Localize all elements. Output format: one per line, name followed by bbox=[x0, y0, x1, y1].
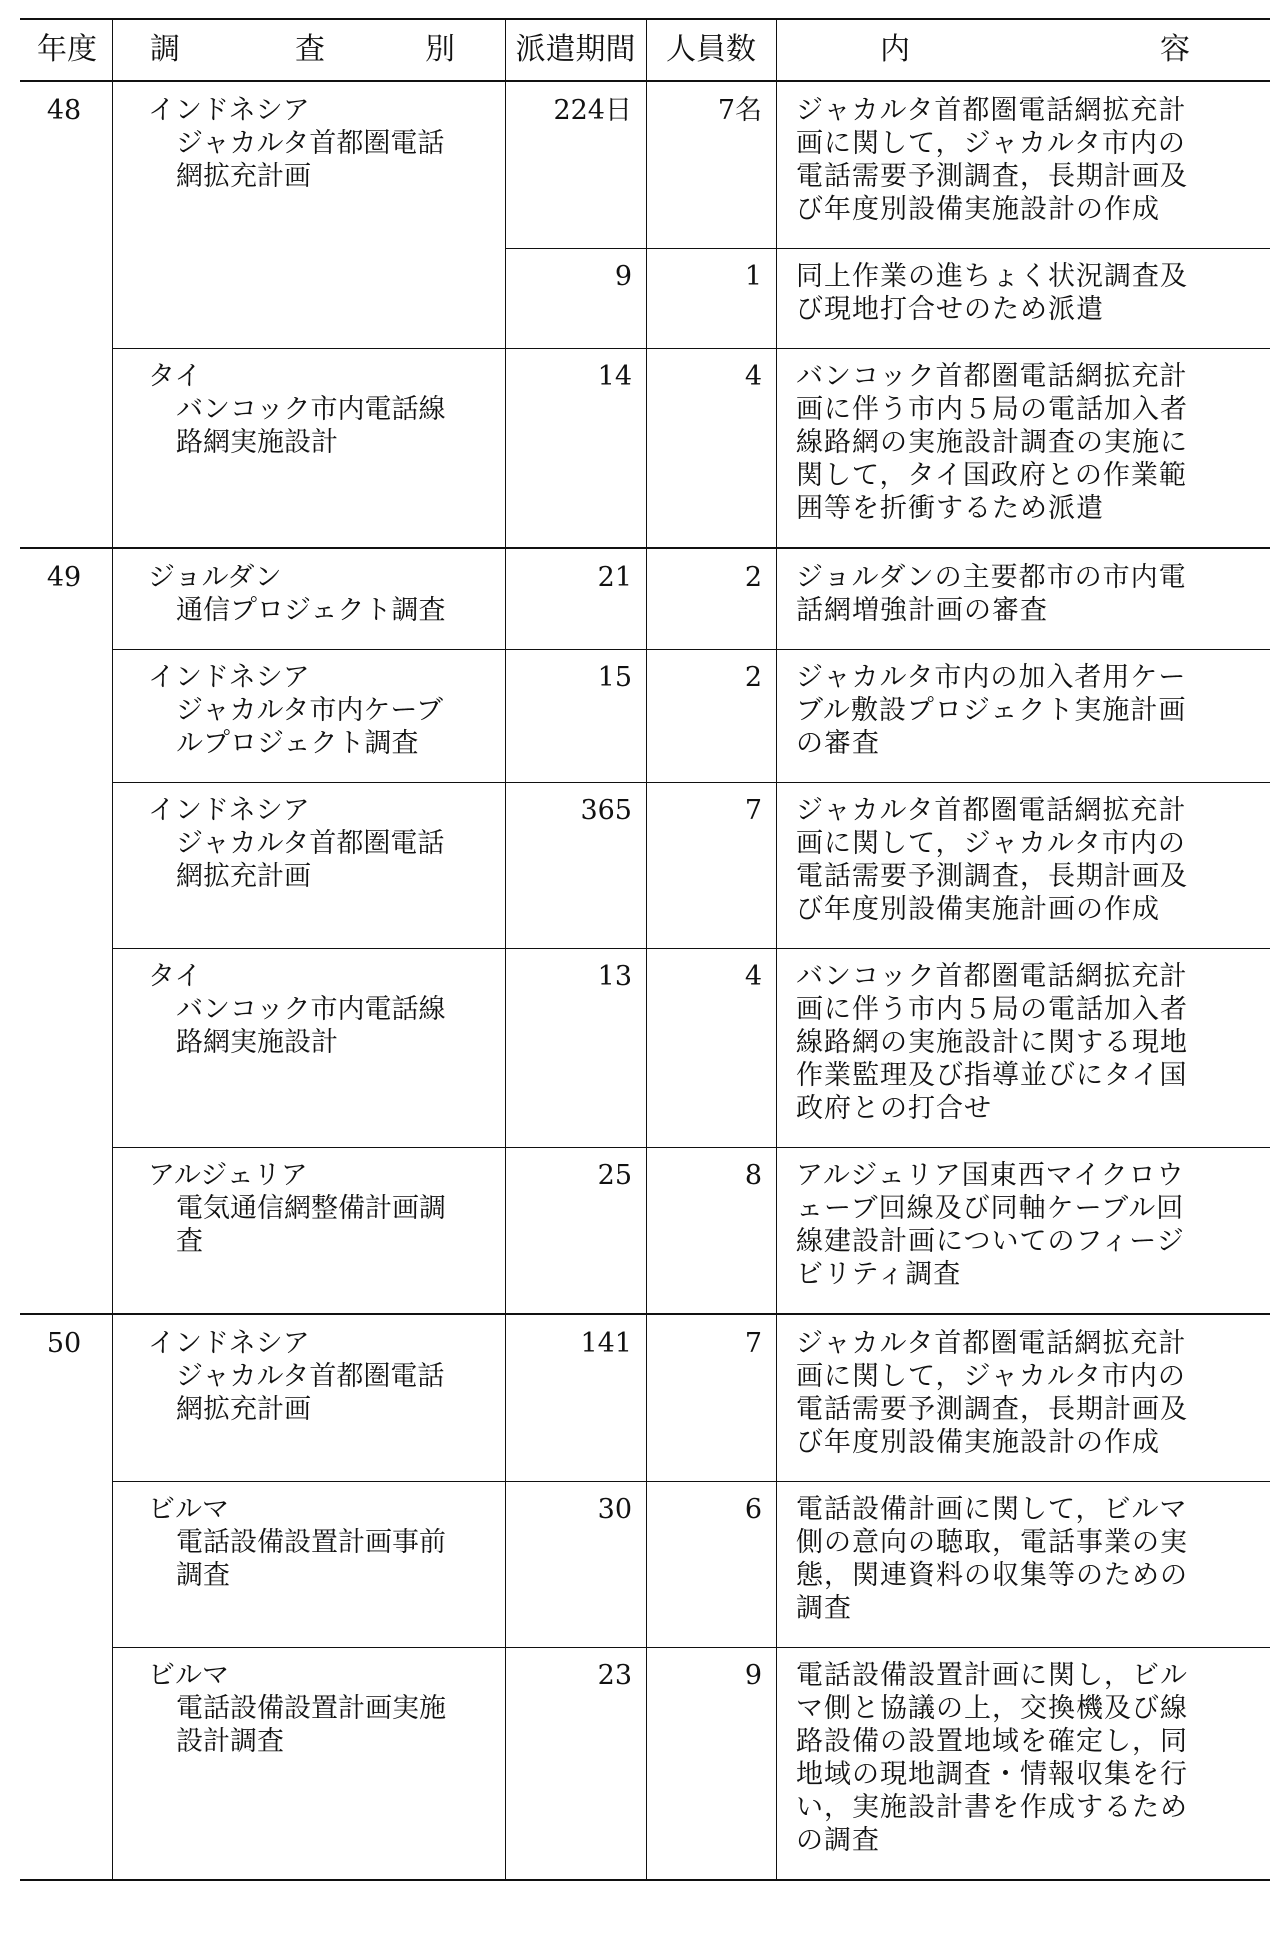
dispatch-table bbox=[20, 18, 1270, 1942]
person-count: 6 bbox=[744, 1494, 762, 1525]
survey-country: ビルマ bbox=[148, 1494, 229, 1525]
entry-divider bbox=[505, 248, 1270, 249]
survey-project-line: 電気通信網整備計画調 bbox=[176, 1193, 446, 1224]
person-count: 7 bbox=[744, 1328, 762, 1359]
survey-country: タイ bbox=[148, 361, 202, 392]
dispatch-period: 224日 bbox=[553, 95, 632, 126]
content-line: バンコック首都圏電話網拡充計 bbox=[796, 361, 1188, 392]
content-line: 囲等を折衝するため派遣 bbox=[796, 493, 1104, 524]
survey-divider bbox=[112, 948, 1270, 949]
content-line: ジャカルタ市内の加入者用ケー bbox=[796, 662, 1187, 693]
table-top-rule bbox=[20, 18, 1270, 20]
person-count: 2 bbox=[744, 662, 762, 693]
content-line: ジャカルタ首都圏電話網拡充計 bbox=[796, 1328, 1187, 1359]
content-line: び年度別設備実施計画の作成 bbox=[796, 894, 1160, 925]
header-bottom-rule bbox=[20, 80, 1270, 82]
dispatch-period: 13 bbox=[597, 961, 632, 992]
content-line: アルジェリア国東西マイクロウ bbox=[796, 1160, 1185, 1191]
dispatch-period: 141 bbox=[580, 1328, 632, 1359]
content-line: ビリティ調査 bbox=[796, 1259, 962, 1290]
survey-project-line: 路網実施設計 bbox=[176, 1027, 338, 1058]
column-rule bbox=[776, 18, 777, 1879]
header-survey: 査 bbox=[295, 32, 325, 67]
header-content: 内 bbox=[880, 32, 910, 67]
dispatch-period: 23 bbox=[597, 1660, 632, 1691]
content-line: 態，関連資料の収集等のための bbox=[796, 1560, 1188, 1591]
content-line: び年度別設備実施設計の作成 bbox=[796, 1427, 1160, 1458]
header-survey: 別 bbox=[425, 32, 455, 67]
survey-country: インドネシア bbox=[148, 662, 310, 693]
survey-country: インドネシア bbox=[148, 795, 310, 826]
survey-project-line: 調査 bbox=[176, 1560, 230, 1591]
content-line: 電話設備計画に関して，ビルマ bbox=[796, 1494, 1188, 1525]
dispatch-period: 365 bbox=[580, 795, 632, 826]
dispatch-period: 21 bbox=[597, 562, 632, 593]
dispatch-period: 30 bbox=[597, 1494, 632, 1525]
survey-divider bbox=[112, 782, 1270, 783]
content-line: 線建設計画についてのフィージ bbox=[796, 1226, 1185, 1257]
content-line: の調査 bbox=[796, 1825, 880, 1856]
content-line: 線路網の実施設計調査の実施に bbox=[796, 427, 1188, 458]
column-rule bbox=[112, 18, 113, 1879]
content-line: ブル敷設プロジェクト実施計画 bbox=[796, 695, 1187, 726]
person-count: 7名 bbox=[717, 95, 762, 126]
content-line: 画に関して，ジャカルタ市内の bbox=[796, 828, 1186, 859]
survey-divider bbox=[112, 649, 1270, 650]
survey-project-line: ルプロジェクト調査 bbox=[176, 728, 419, 759]
column-rule bbox=[646, 18, 647, 1879]
survey-project-line: ジャカルタ首都圏電話 bbox=[176, 828, 445, 859]
survey-project-line: 網拡充計画 bbox=[176, 861, 311, 892]
content-line: 画に関して，ジャカルタ市内の bbox=[796, 1361, 1186, 1392]
survey-project-line: 電話設備設置計画実施 bbox=[176, 1693, 446, 1724]
content-line: 電話需要予測調査，長期計画及 bbox=[796, 161, 1188, 192]
dispatch-period: 15 bbox=[597, 662, 632, 693]
person-count: 8 bbox=[744, 1160, 762, 1191]
person-count: 2 bbox=[744, 562, 762, 593]
content-line: 話網増強計画の審査 bbox=[796, 595, 1048, 626]
survey-project-line: 設計調査 bbox=[176, 1726, 284, 1757]
person-count: 4 bbox=[744, 961, 762, 992]
survey-project-line: 網拡充計画 bbox=[176, 161, 311, 192]
dispatch-period: 25 bbox=[597, 1160, 632, 1191]
content-line: び年度別設備実施設計の作成 bbox=[796, 194, 1160, 225]
content-line: ジャカルタ首都圏電話網拡充計 bbox=[796, 95, 1187, 126]
column-rule bbox=[505, 18, 506, 1879]
person-count: 9 bbox=[744, 1660, 762, 1691]
content-line: い，実施設計書を作成するため bbox=[796, 1792, 1188, 1823]
survey-project-line: ジャカルタ首都圏電話 bbox=[176, 128, 445, 159]
content-line: ジャカルタ首都圏電話網拡充計 bbox=[796, 795, 1187, 826]
content-line: ェーブ回線及び同軸ケーブル回 bbox=[796, 1193, 1185, 1224]
header-survey: 調 bbox=[150, 32, 180, 67]
content-line: 電話需要予測調査，長期計画及 bbox=[796, 861, 1188, 892]
header-year: 年度 bbox=[37, 32, 97, 67]
header-period: 派遣期間 bbox=[515, 32, 636, 67]
year-group-divider bbox=[20, 1313, 1270, 1315]
survey-project-line: 通信プロジェクト調査 bbox=[176, 595, 446, 626]
survey-divider bbox=[112, 1147, 1270, 1148]
content-line: 側の意向の聴取，電話事業の実 bbox=[796, 1527, 1188, 1558]
content-line: 路設備の設置地域を確定し，同 bbox=[796, 1726, 1188, 1757]
fiscal-year: 48 bbox=[46, 95, 82, 126]
dispatch-period: 14 bbox=[597, 361, 632, 392]
dispatch-period: 9 bbox=[614, 261, 632, 292]
content-line: 同上作業の進ちょく状況調査及 bbox=[796, 261, 1188, 292]
content-line: 地域の現地調査・情報収集を行 bbox=[796, 1759, 1188, 1790]
table-bottom-rule bbox=[20, 1879, 1270, 1881]
content-line: の審査 bbox=[796, 728, 880, 759]
content-line: マ側と協議の上，交換機及び線 bbox=[796, 1693, 1188, 1724]
survey-project-line: 査 bbox=[176, 1226, 203, 1257]
year-group-divider bbox=[20, 547, 1270, 549]
survey-project-line: 網拡充計画 bbox=[176, 1394, 311, 1425]
survey-country: アルジェリア bbox=[148, 1160, 308, 1191]
content-line: 政府との打合せ bbox=[796, 1093, 992, 1124]
content-line: 作業監理及び指導並びにタイ国 bbox=[796, 1060, 1188, 1091]
fiscal-year: 49 bbox=[46, 562, 82, 593]
survey-project-line: ジャカルタ首都圏電話 bbox=[176, 1361, 445, 1392]
content-line: 調査 bbox=[796, 1593, 852, 1624]
content-line: 線路網の実施設計に関する現地 bbox=[796, 1027, 1188, 1058]
survey-divider bbox=[112, 348, 1270, 349]
header-content: 容 bbox=[1160, 32, 1190, 67]
fiscal-year: 50 bbox=[46, 1328, 82, 1359]
survey-project-line: バンコック市内電話線 bbox=[176, 394, 446, 425]
survey-country: インドネシア bbox=[148, 1328, 310, 1359]
survey-country: インドネシア bbox=[148, 95, 310, 126]
survey-project-line: ジャカルタ市内ケーブ bbox=[176, 695, 444, 726]
person-count: 7 bbox=[744, 795, 762, 826]
survey-project-line: 電話設備設置計画事前 bbox=[176, 1527, 446, 1558]
survey-project-line: バンコック市内電話線 bbox=[176, 994, 446, 1025]
survey-country: ジョルダン bbox=[148, 562, 282, 593]
survey-country: ビルマ bbox=[148, 1660, 229, 1691]
survey-country: タイ bbox=[148, 961, 202, 992]
content-line: 画に関して，ジャカルタ市内の bbox=[796, 128, 1186, 159]
content-line: 電話設備設置計画に関し，ビル bbox=[796, 1660, 1188, 1691]
person-count: 1 bbox=[744, 261, 762, 292]
content-line: 電話需要予測調査，長期計画及 bbox=[796, 1394, 1188, 1425]
content-line: 画に伴う市内５局の電話加入者 bbox=[796, 394, 1188, 425]
content-line: び現地打合せのため派遣 bbox=[796, 294, 1104, 325]
survey-project-line: 路網実施設計 bbox=[176, 427, 338, 458]
survey-divider bbox=[112, 1481, 1270, 1482]
content-line: 画に伴う市内５局の電話加入者 bbox=[796, 994, 1188, 1025]
header-persons: 人員数 bbox=[666, 32, 756, 67]
content-line: バンコック首都圏電話網拡充計 bbox=[796, 961, 1188, 992]
content-line: ジョルダンの主要都市の市内電 bbox=[796, 562, 1187, 593]
survey-divider bbox=[112, 1647, 1270, 1648]
person-count: 4 bbox=[744, 361, 762, 392]
content-line: 関して，タイ国政府との作業範 bbox=[796, 460, 1187, 491]
